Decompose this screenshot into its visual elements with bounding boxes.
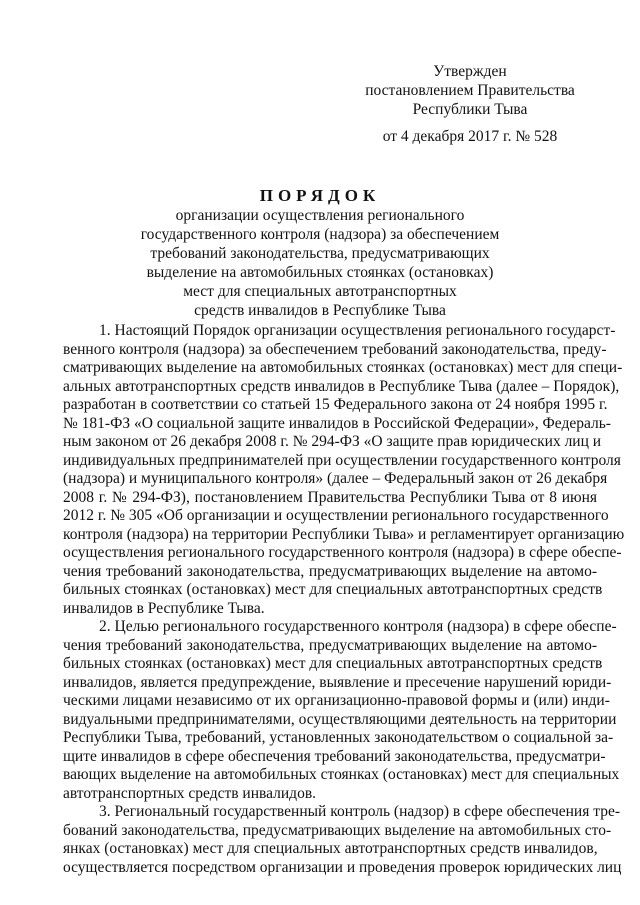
paragraph-line: № 181-ФЗ «О социальной защите инвалидов в Российской Федерации», Федераль- [63,414,611,432]
paragraph-line: венного контроля (надзора) за обеспечением требований законодательства, преду- [63,340,607,358]
subtitle-line: выделение на автомобильных стоянках (остановках) [146,264,494,281]
approval-line: Республики Тыва [412,101,528,118]
paragraph-line: автотранспортных средств инвалидов. [63,784,317,802]
document-subtitle [60,206,580,320]
paragraph-line: 2. Целью регионального государственного контроля (надзора) в сфере обеспе- [99,618,617,635]
paragraph-line: альных автотранспортных средств инвалидов в Республике Тыва (далее – Порядок), [63,377,620,395]
subtitle-line: государственного контроля (надзора) за обеспечением [140,226,500,243]
paragraph-line: инвалидов, является предупреждение, выявление и пресечение нарушений юриди- [63,673,612,691]
paragraph [63,803,622,877]
paragraph-line: 1. Настоящий Порядок организации осуществления регионального государст- [99,322,616,339]
document-body [63,322,625,877]
subtitle-line: средств инвалидов в Республике Тыва [194,302,446,319]
approval-line: постановлением Правительства [365,82,575,99]
paragraph-line: 3. Региональный государственный контроль (надзор) в сфере обеспечения тре- [99,803,620,820]
paragraph-line: индивидуальных предпринимателей при осуществлении государственного контроля [63,451,621,469]
paragraph-line: видуальными предпринимателями, осуществляющими деятельность на территории [63,710,617,728]
paragraph-line: осуществления регионального государственного контроля (надзора) в сфере обеспе- [63,544,622,561]
paragraph-line: Республики Тыва, требований, установленных законодательством о социальной за- [63,729,614,746]
paragraph-line: осуществляется посредством организации и проведения проверок юридических лиц [63,858,622,876]
paragraph [63,618,620,803]
paragraph-line: ным законом от 26 декабря 2008 г. № 294-ФЗ «О защите прав юридических лиц и [63,433,602,450]
paragraph-line: контроля (надзора) на территории Республики Тыва» и регламентирует организацию [63,525,625,543]
approval-date: от 4 декабря 2017 г. № 528 [382,128,558,145]
paragraph-line: янках (остановках) мест для специальных автотранспортных средств инвалидов, [63,840,598,857]
paragraph-line: бований законодательства, предусматривающих выделение на автомобильных сто- [63,821,612,839]
subtitle-line: мест для специальных автотранспортных [183,283,457,300]
paragraph-line: ческими лицами независимо от их организационно-правовой формы и (или) инди- [63,692,610,709]
paragraph-line: чения требований законодательства, предусматривающих выделение на автомо- [63,636,597,654]
paragraph-line: бильных стоянках (остановках) мест для специальных автотранспортных средств [63,655,603,672]
document-title: ПОРЯДОК [259,186,381,205]
subtitle-line: организации осуществления регионального [175,207,465,224]
paragraph-line: сматривающих выделение на автомобильных стоянках (остановках) мест для специ- [63,359,623,376]
paragraph-line: 2012 г. № 305 «Об организации и осуществлении регионального государственного [63,507,609,524]
paragraph-line: бильных стоянках (остановках) мест для специальных автотранспортных средств [63,581,603,598]
subtitle-line: требований законодательства, предусматривающих [150,245,490,262]
approval-line: Утвержден [433,63,507,80]
paragraph-line: щите инвалидов в сфере обеспечения требований законодательства, предусматри- [63,747,606,765]
paragraph-line: (надзора) и муниципального контроля» (далее – Федеральный закон от 26 декабря [63,470,608,487]
paragraph [63,322,625,618]
paragraph-line: чения требований законодательства, предусматривающих выделение на автомо- [63,562,597,580]
paragraph-line: разработан в соответствии со статьей 15 Федерального закона от 24 ноября 1995 г. [63,396,608,413]
paragraph-line: 2008 г. № 294-ФЗ), постановлением Правительства Республики Тыва от 8 июня [63,488,597,506]
paragraph-line: вающих выделение на автомобильных стоянках (остановках) мест для специальных [63,766,620,783]
approval-block [300,62,640,119]
paragraph-line: инвалидов в Республике Тыва. [63,599,265,617]
